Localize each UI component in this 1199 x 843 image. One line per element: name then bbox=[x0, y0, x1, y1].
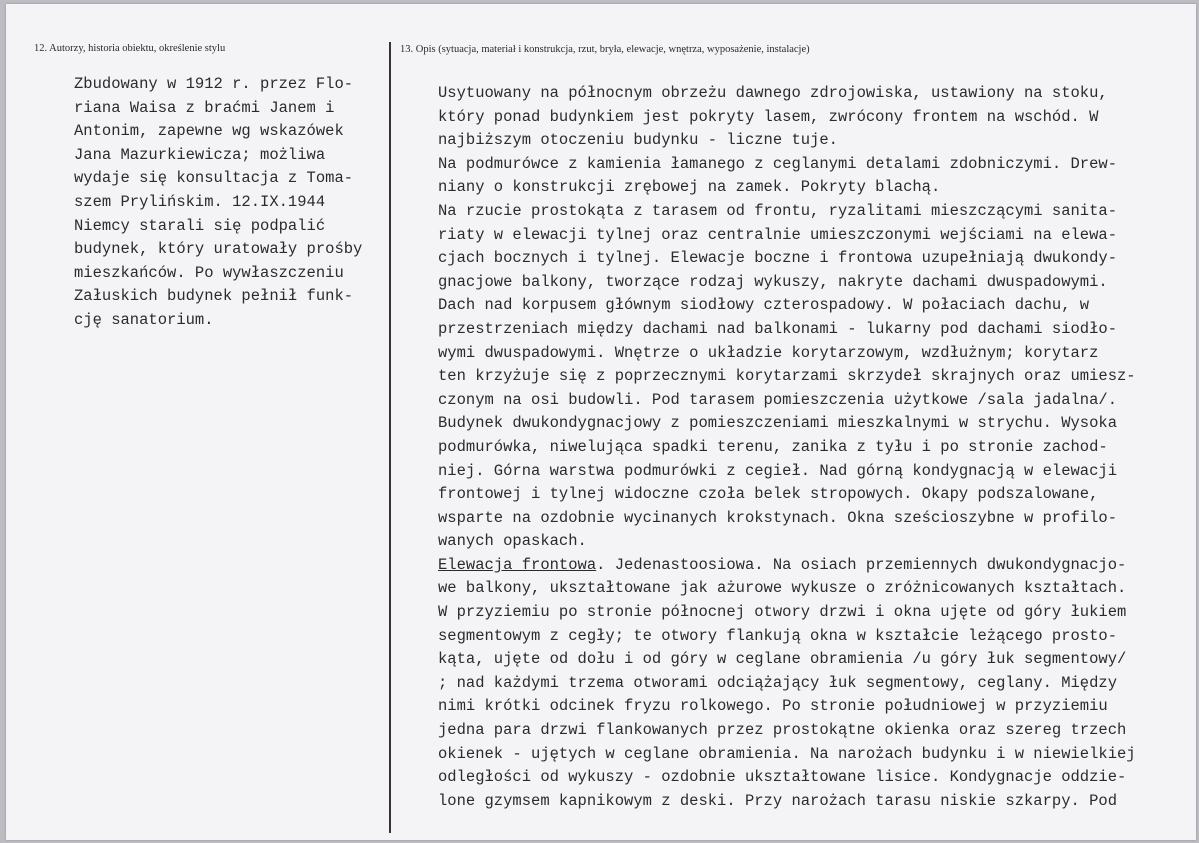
text-line: mieszkańców. Po wywłaszczeniu bbox=[74, 263, 344, 282]
text-line: okienek - ujętych w ceglane obramienia. Na narożach budynku i w niewielkiej bbox=[438, 744, 1136, 763]
column-divider bbox=[389, 42, 391, 833]
text-line: segmentowym z cegły; te otwory flankują okna w kształcie leżącego prosto- bbox=[438, 626, 1118, 645]
text-line: lone gzymsem kapnikowym z deski. Przy narożach tarasu niskie szkarpy. Pod bbox=[438, 791, 1118, 810]
document-card bbox=[6, 4, 1196, 840]
text-line: podmurówka, niwelująca spadki terenu, zanika z tyłu i po stronie zachod- bbox=[438, 437, 1108, 456]
text-line: nimi krótki odcinek fryzu rolkowego. Po stronie południowej w przyziemiu bbox=[438, 697, 1108, 716]
field-13-header: 13. Opis (sytuacja, materiał i konstrukcja, rzut, bryła, elewacje, wnętrza, wyposażenie, instalacje) bbox=[400, 44, 810, 55]
text-line: Na podmurówce z kamienia łamanego z ceglanymi detalami zdobniczymi. Drew- bbox=[438, 154, 1118, 173]
text-line: który ponad budynkiem jest pokryty lasem, zwrócony frontem na wschód. W bbox=[438, 107, 1099, 126]
authors-history-text bbox=[74, 73, 362, 333]
text-line: riaty w elewacji tylnej oraz centralnie umieszczonymi wejściami na elewa- bbox=[438, 225, 1118, 244]
text-line: we balkony, ukształtowane jak ażurowe wykusze o zróżnicowanych kształtach. bbox=[438, 579, 1127, 598]
text-line: niej. Górna warstwa podmurówki z cegieł. Nad górną kondygnacją w elewacji bbox=[438, 461, 1118, 480]
text-line: czonym na osi budowli. Pod tarasem pomieszczenia użytkowe /sala jadalna/. bbox=[438, 390, 1118, 409]
text-line: wydaje się konsultacja z Toma- bbox=[74, 169, 354, 188]
text-line: Budynek dwukondygnacjowy z pomieszczeniami mieszkalnymi w strychu. Wysoka bbox=[438, 414, 1118, 433]
text-line: wymi dwuspadowymi. Wnętrze o układzie korytarzowym, wzdłużnym; korytarz bbox=[438, 343, 1099, 362]
text-fragment: . Jedenastoosiowa. Na osiach przemiennych dwukondygnacjo- bbox=[596, 555, 1127, 574]
text-line: wsparte na ozdobnie wycinanych krokstynach. Okna sześcioszybne w profilo- bbox=[438, 508, 1118, 527]
text-line: niany o konstrukcji zrębowej na zamek. Pokryty blachą. bbox=[438, 178, 941, 197]
text-line: Na rzucie prostokąta z tarasem od frontu, ryzalitami mieszczącymi sanita- bbox=[438, 201, 1118, 220]
field-12-header: 12. Autorzy, historia obiektu, określenie stylu bbox=[34, 43, 226, 54]
text-line: Niemcy starali się podpalić bbox=[74, 216, 326, 235]
text-line: ; nad każdymi trzema otworami odciążający łuk segmentowy, ceglany. Między bbox=[438, 673, 1118, 692]
text-line: szem Prylińskim. 12.IX.1944 bbox=[74, 192, 326, 211]
text-line: Załuskich budynek pełnił funk- bbox=[74, 287, 354, 306]
text-line: gnacjowe balkony, tworzące rodzaj wykuszy, nakryte dachami dwuspadowymi. bbox=[438, 272, 1108, 291]
text-line: Dach nad korpusem głównym siodłowy czterospadowy. W połaciach dachu, w bbox=[438, 296, 1090, 315]
text-line: Antonim, zapewne wg wskazówek bbox=[74, 122, 344, 141]
text-line: W przyziemiu po stronie północnej otwory drzwi i okna ujęte od góry łukiem bbox=[438, 603, 1127, 622]
section-heading-line bbox=[438, 554, 1136, 578]
text-line: frontowej i tylnej widoczne czoła belek stropowych. Okapy podszalowane, bbox=[438, 485, 1099, 504]
text-line: Usytuowany na północnym obrzeżu dawnego zdrojowiska, ustawiony na stoku, bbox=[438, 84, 1108, 102]
text-line: przestrzeniach między dachami nad balkonami - lukarny pod dachami siodło- bbox=[438, 319, 1118, 338]
description-text bbox=[438, 82, 1136, 813]
section-heading: Elewacja frontowa bbox=[438, 555, 597, 574]
text-line: najbiższym otoczeniu budynku - liczne tuje. bbox=[438, 131, 838, 150]
text-line: odległości od wykuszy - ozdobnie ukształtowane lisice. Kondygnacje oddzie- bbox=[438, 768, 1127, 787]
text-line: riana Waisa z braćmi Janem i bbox=[74, 98, 335, 117]
text-line: cję sanatorium. bbox=[74, 310, 214, 329]
text-line: jedna para drzwi flankowanych przez prostokątne okienka oraz szereg trzech bbox=[438, 721, 1127, 740]
text-line: wanych opaskach. bbox=[438, 532, 587, 551]
text-line: cjach bocznych i tylnej. Elewacje boczne i frontowa uzupełniają dwukondy- bbox=[438, 249, 1118, 268]
text-line: budynek, który uratowały prośby bbox=[74, 240, 363, 259]
text-line: kąta, ujęte od dołu i od góry w ceglane obramienia /u góry łuk segmentowy/ bbox=[438, 650, 1127, 669]
text-line: Zbudowany w 1912 r. przez Flo- bbox=[74, 75, 354, 93]
text-line: Jana Mazurkiewicza; możliwa bbox=[74, 145, 326, 164]
text-line: ten krzyżuje się z poprzecznymi korytarzami skrzydeł skrajnych oraz umiesz- bbox=[438, 367, 1136, 386]
